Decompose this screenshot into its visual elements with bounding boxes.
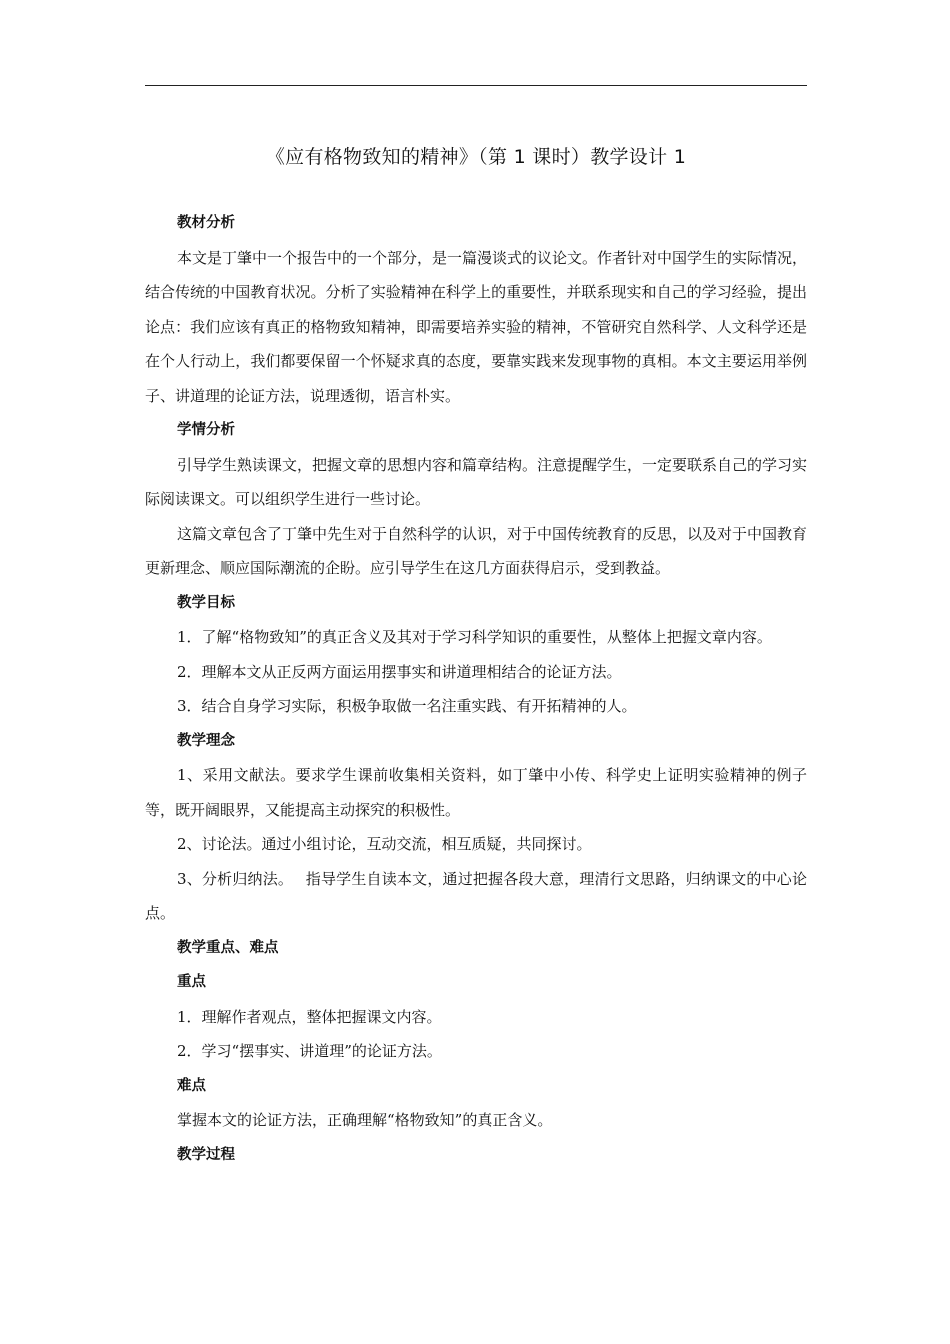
heading-student-analysis: 学情分析 [177, 422, 235, 438]
heading-teaching-philosophy: 教学理念 [177, 732, 235, 749]
heading-teaching-process: 教学过程 [177, 1146, 235, 1163]
heading-key-points: 重点 [177, 974, 206, 990]
heading-textbook-analysis: 教材分析 [177, 215, 235, 231]
difficult-point-1: 掌握本文的论证方法，正确理解“格物致知”的真正含义。 [177, 1111, 553, 1129]
document-body [145, 206, 807, 1172]
key-point-1: 1．理解作者观点，整体把握课文内容。 [177, 1007, 442, 1026]
paragraph-textbook-analysis: 本文是丁肇中一个报告中的一个部分，是一篇漫谈式的议论文。作者针对中国学生的实际情况，结合传统的中国教育状况。分析了实验精神在科学上的重要性，并联系现实和自己的学习经验，提出论点：我们应该有真正的格物致知精神，即需要培养实验的精神，不管研究自然科学、人文科学还是在个人行动上，我们都要保留一个怀疑求真的态度，要靠实践来发现事物的真相。本文主要运用举例子、讲道理的论证方法，说理透彻，语言朴实。 [145, 248, 808, 405]
heading-teaching-goals: 教学目标 [177, 594, 235, 611]
philosophy-item-1: 1、采用文献法。要求学生课前收集相关资料，如丁肇中小传、科学史上证明实验精神的例子等，既开阔眼界，又能提高主动探究的积极性。 [145, 766, 807, 819]
page-title: 《应有格物致知的精神》（第 1 课时）教学设计 1 [265, 146, 687, 168]
philosophy-item-2: 2、讨论法。通过小组讨论，互动交流，相互质疑，共同探讨。 [177, 835, 592, 853]
goal-item-1: 1．了解“格物致知”的真正含义及其对于学习科学知识的重要性，从整体上把握文章内容。 [177, 628, 772, 646]
paragraph-student-analysis-2: 这篇文章包含了丁肇中先生对于自然科学的认识，对于中国传统教育的反思，以及对于中国教育更新理念、顺应国际潮流的企盼。应引导学生在这几方面获得启示，受到教益。 [145, 524, 808, 577]
key-point-2: 2．学习“摆事实、讲道理”的论证方法。 [177, 1042, 442, 1060]
paragraph-student-analysis-1: 引导学生熟读课文，把握文章的思想内容和篇章结构。注意提醒学生，一定要联系自己的学习实际阅读课文。可以组织学生进行一些讨论。 [145, 455, 808, 508]
heading-key-difficult-points: 教学重点、难点 [177, 939, 279, 956]
goal-item-2: 2．理解本文从正反两方面运用摆事实和讲道理相结合的论证方法。 [177, 662, 622, 681]
philosophy-item-3: 3、分析归纳法。 指导学生自读本文，通过把握各段大意，理清行文思路，归纳课文的中心论点。 [145, 869, 807, 922]
heading-difficult-points: 难点 [177, 1077, 206, 1094]
header-rule [145, 85, 807, 86]
goal-item-3: 3．结合自身学习实际，积极争取做一名注重实践、有开拓精神的人。 [177, 697, 637, 715]
